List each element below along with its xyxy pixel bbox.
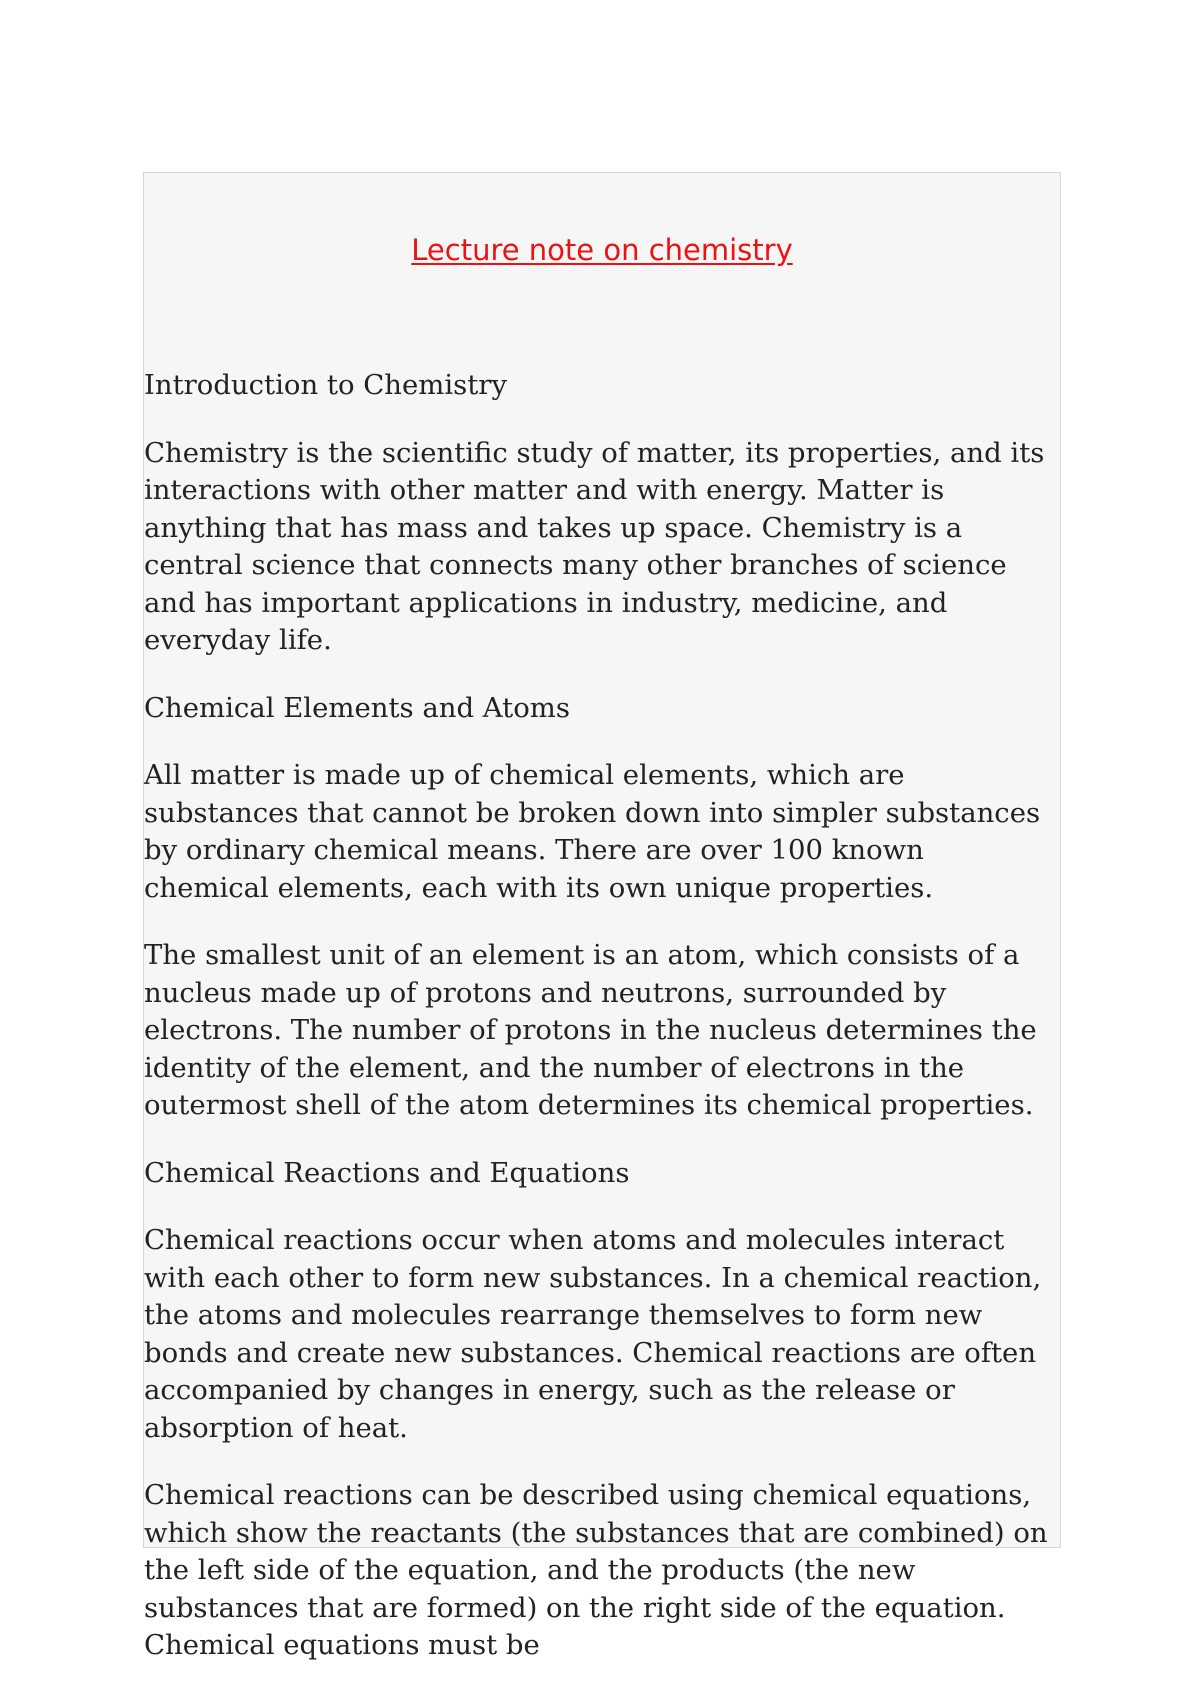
document-body (144, 367, 1054, 1695)
paragraph-atoms: The smallest unit of an element is an atom, which consists of a nucleus made up of protons and neutrons, surrounded by electrons. The number of protons in the nucleus determines the identity of the element, and the number of electrons in the outermost shell of the atom determines its chemical properties. (144, 939, 1037, 1121)
document-page (143, 172, 1061, 1661)
section-heading-reactions-equations: Chemical Reactions and Equations (144, 1156, 630, 1189)
section-heading-introduction: Introduction to Chemistry (144, 369, 507, 401)
paragraph-chemical-reactions: Chemical reactions occur when atoms and molecules interact with each other to form new substances. In a chemical reaction, the atoms and molecules rearrange themselves to form new bonds and create new substances. Chemical reactions are often accompanied by changes in energy, such as the release or absorption of heat. (144, 1224, 1042, 1444)
paragraph-chemistry-definition: Chemistry is the scientific study of matter, its properties, and its interactions with other matter and with energy. Matter is anything that has mass and takes up space. Chemistry is a central science that connects many other branches of science and has important applications in industry, medicine, and everyday life. (144, 436, 1045, 656)
document-title: Lecture note on chemistry (411, 233, 793, 267)
paragraph-chemical-equations: Chemical reactions can be described using chemical equations, which show the reactants (the substances that are combined) on the left side of the equation, and the products (the new substances that are formed) on the right side of the equation. Chemical equations must be (144, 1479, 1048, 1661)
section-heading-elements-atoms: Chemical Elements and Atoms (144, 691, 570, 724)
paragraph-chemical-elements: All matter is made up of chemical elements, which are substances that cannot be broken down into simpler substances by ordinary chemical means. There are over 100 known chemical elements, each with its own unique properties. (144, 759, 1041, 904)
